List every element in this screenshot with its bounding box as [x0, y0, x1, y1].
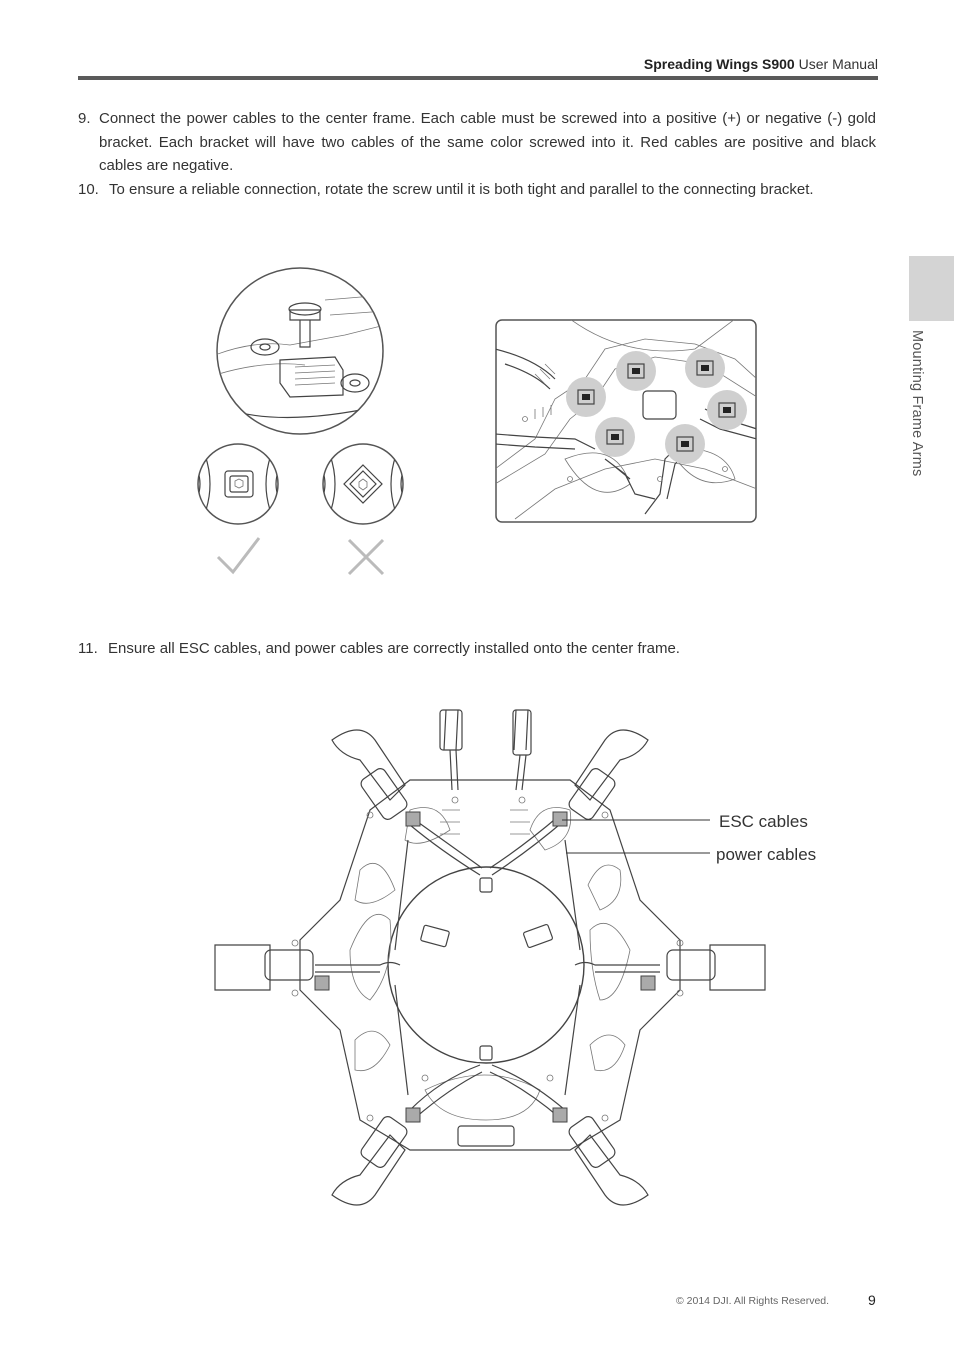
step-10 [78, 178, 876, 202]
side-tab-label: Mounting Frame Arms [909, 330, 925, 477]
page-number: 9 [868, 1292, 876, 1308]
step-11-text: Ensure all ESC cables, and power cables are correctly installed onto the center frame. [108, 640, 680, 657]
step-9-number: 9. [78, 110, 91, 127]
step-10-text: To ensure a reliable connection, rotate the screw until it is both tight and parallel to the connecting bracket. [109, 181, 814, 198]
step-10-number: 10. [78, 181, 99, 198]
power-cables-label: power cables [716, 845, 817, 864]
esc-cables-label: ESC cables [719, 812, 808, 831]
center-frame-diagram [210, 700, 770, 1220]
step-9 [78, 107, 876, 178]
manual-suffix: User Manual [798, 56, 878, 72]
header-title [644, 56, 878, 72]
step-11 [78, 637, 876, 661]
power-bracket-overview-illustration [495, 319, 757, 523]
header-rule [78, 76, 878, 80]
copyright: © 2014 DJI. All Rights Reserved. [676, 1295, 830, 1307]
manual-brand: Spreading Wings S900 [643, 56, 795, 72]
screw-detail-illustration [195, 265, 415, 585]
step-11-number: 11. [78, 640, 98, 657]
side-tab [909, 256, 954, 321]
step-9-text: Connect the power cables to the center frame. Each cable must be screwed into a positive (+) or negative (-) gold bracket. Each bracket will have two cables of the same color screwed into it. Red cables are positive and black cables are negative. [99, 110, 876, 174]
